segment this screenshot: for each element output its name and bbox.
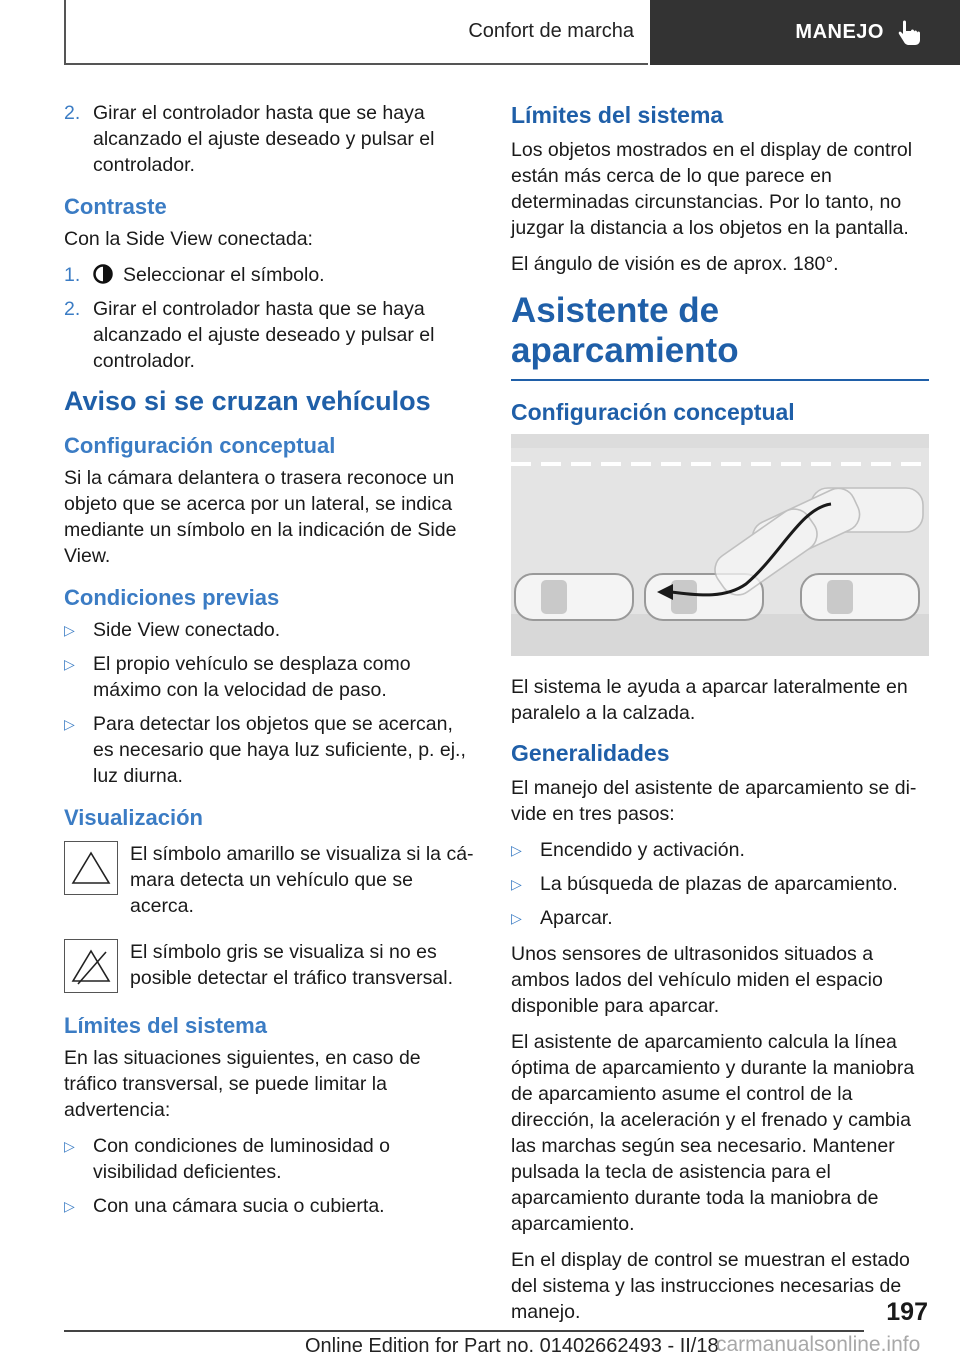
hand-pointer-icon [898,20,922,46]
triangle-bullet-icon: ▷ [64,622,75,638]
chapter-heading: Asistente de aparcamiento [511,291,929,381]
list-item [64,100,476,178]
list-item [64,1193,476,1219]
list-item-text: El propio vehículo se desplaza como máximo con la velocidad de paso. [93,653,411,701]
asistente-text: El asistente de aparcamiento calcula la línea óptima de aparcamiento y durante la maniobra de aparcamiento asume el control de la dirección, la aceleración y el frenado y cambia las marchas según sea necesario. Mantener pulsada la tecla de asistencia para el aparcamiento durante toda la maniobra de aparcamiento. [511,1031,915,1235]
contrast-icon [93,262,113,288]
step-number: 2. [64,298,81,320]
page-number: 197 [886,1298,928,1326]
contraste-steps [64,262,476,374]
config-heading-right: Configuración conceptual [511,399,795,425]
triangle-bullet-icon: ▷ [64,656,75,672]
visualizacion-heading: Visualización [64,805,203,830]
limites-p1: Los objetos mostrados en el display de control están más cerca de lo que parece en determinadas circunstancias. Por lo tanto, no juzgar la distancia a los objetos en la pantalla. [511,139,913,239]
brightness-steps [64,100,476,178]
chapter-tab[interactable] [650,0,960,65]
cross-traffic-unavailable-icon [64,939,118,993]
visualizacion-yellow-row [64,841,476,919]
list-item-text: Side View conectado. [93,619,281,641]
pasos-list [511,837,929,931]
footer-divider [64,1330,864,1332]
triangle-bullet-icon: ▷ [64,1138,75,1154]
list-item-text: Con una cámara sucia o cubierta. [93,1195,385,1217]
list-item [64,296,476,374]
limites-text: En las situaciones siguientes, en caso de tráfico transversal, se puede limitar la advertencia: [64,1047,421,1121]
step-number: 1. [64,264,81,286]
visualizacion-grey-row [64,939,476,993]
parking-maneuver-illustration [511,434,929,656]
cross-traffic-warning-icon [64,841,118,895]
triangle-bullet-icon: ▷ [64,1198,75,1214]
limites-list [64,1133,476,1219]
step-text: Girar el controlador hasta que se haya alcanzado el ajuste deseado y pulsar el controlador. [93,102,435,176]
limites-heading-right: Límites del sistema [511,102,724,128]
config-heading: Configuración conceptual [64,433,336,458]
step-text: Seleccionar el símbolo. [123,264,325,286]
display-text: En el display de control se muestran el estado del sistema y las instrucciones necesarias de manejo. [511,1249,910,1323]
triangle-bullet-icon: ▷ [64,716,75,732]
list-item-text: Encendido y activación. [540,839,745,861]
footer-edition: Online Edition for Part no. 01402662493 - II/18 [305,1335,719,1357]
triangle-bullet-icon: ▷ [511,876,522,892]
aviso-heading: Aviso si se cruzan vehículos [64,386,431,416]
limites-p2: El ángulo de visión es de aprox. 180°. [511,253,839,275]
config-text: Si la cámara delantera o trasera reconoce un objeto que se acerca por un lateral, se indica mediante un símbolo en la indicación de Side View. [64,467,457,567]
contraste-heading: Contraste [64,194,167,219]
vis-yellow-text: El símbolo amarillo se visualiza si la cámara detecta un vehículo que se acerca. [130,843,474,917]
step-text: Girar el controlador hasta que se haya alcanzado el ajuste deseado y pulsar el controlador. [93,298,435,372]
section-title: Confort de marcha [468,20,634,42]
triangle-bullet-icon: ▷ [511,842,522,858]
footer-watermark[interactable]: carmanualsonline.info [716,1333,921,1356]
right-column [511,100,929,1335]
list-item [511,905,929,931]
config-text-right: El sistema le ayuda a aparcar lateralmente en paralelo a la calzada. [511,676,908,724]
generalidades-intro: El manejo del asistente de aparcamiento se divide en tres pasos: [511,777,917,825]
limites-heading: Límites del sistema [64,1013,267,1038]
step-number: 2. [64,102,81,124]
list-item [64,711,476,789]
list-item-text: Con condiciones de luminosidad o visibilidad deficientes. [93,1135,391,1183]
contraste-intro: Con la Side View conectada: [64,228,313,250]
list-item-text: Aparcar. [540,907,613,929]
list-item [64,262,476,288]
header-divider-horizontal [64,63,648,65]
list-item [64,1133,476,1185]
condiciones-list [64,617,476,789]
list-item-text: Para detectar los objetos que se acercan, es necesario que haya luz suficiente, p. ej., luz diurna. [93,713,466,787]
list-item [64,651,476,703]
generalidades-heading: Generalidades [511,740,670,766]
left-column [64,100,476,1229]
condiciones-heading: Condiciones previas [64,585,280,610]
list-item-text: La búsqueda de plazas de aparcamiento. [540,873,898,895]
list-item [511,871,929,897]
chapter-tab-label: MANEJO [795,21,884,43]
sensores-text: Unos sensores de ultrasonidos situados a ambos lados del vehículo miden el espacio disponible para aparcar. [511,943,883,1017]
list-item [511,837,929,863]
vis-grey-text: El símbolo gris se visualiza si no es posible detectar el tráfico transversal. [130,941,453,989]
triangle-bullet-icon: ▷ [511,910,522,926]
list-item [64,617,476,643]
